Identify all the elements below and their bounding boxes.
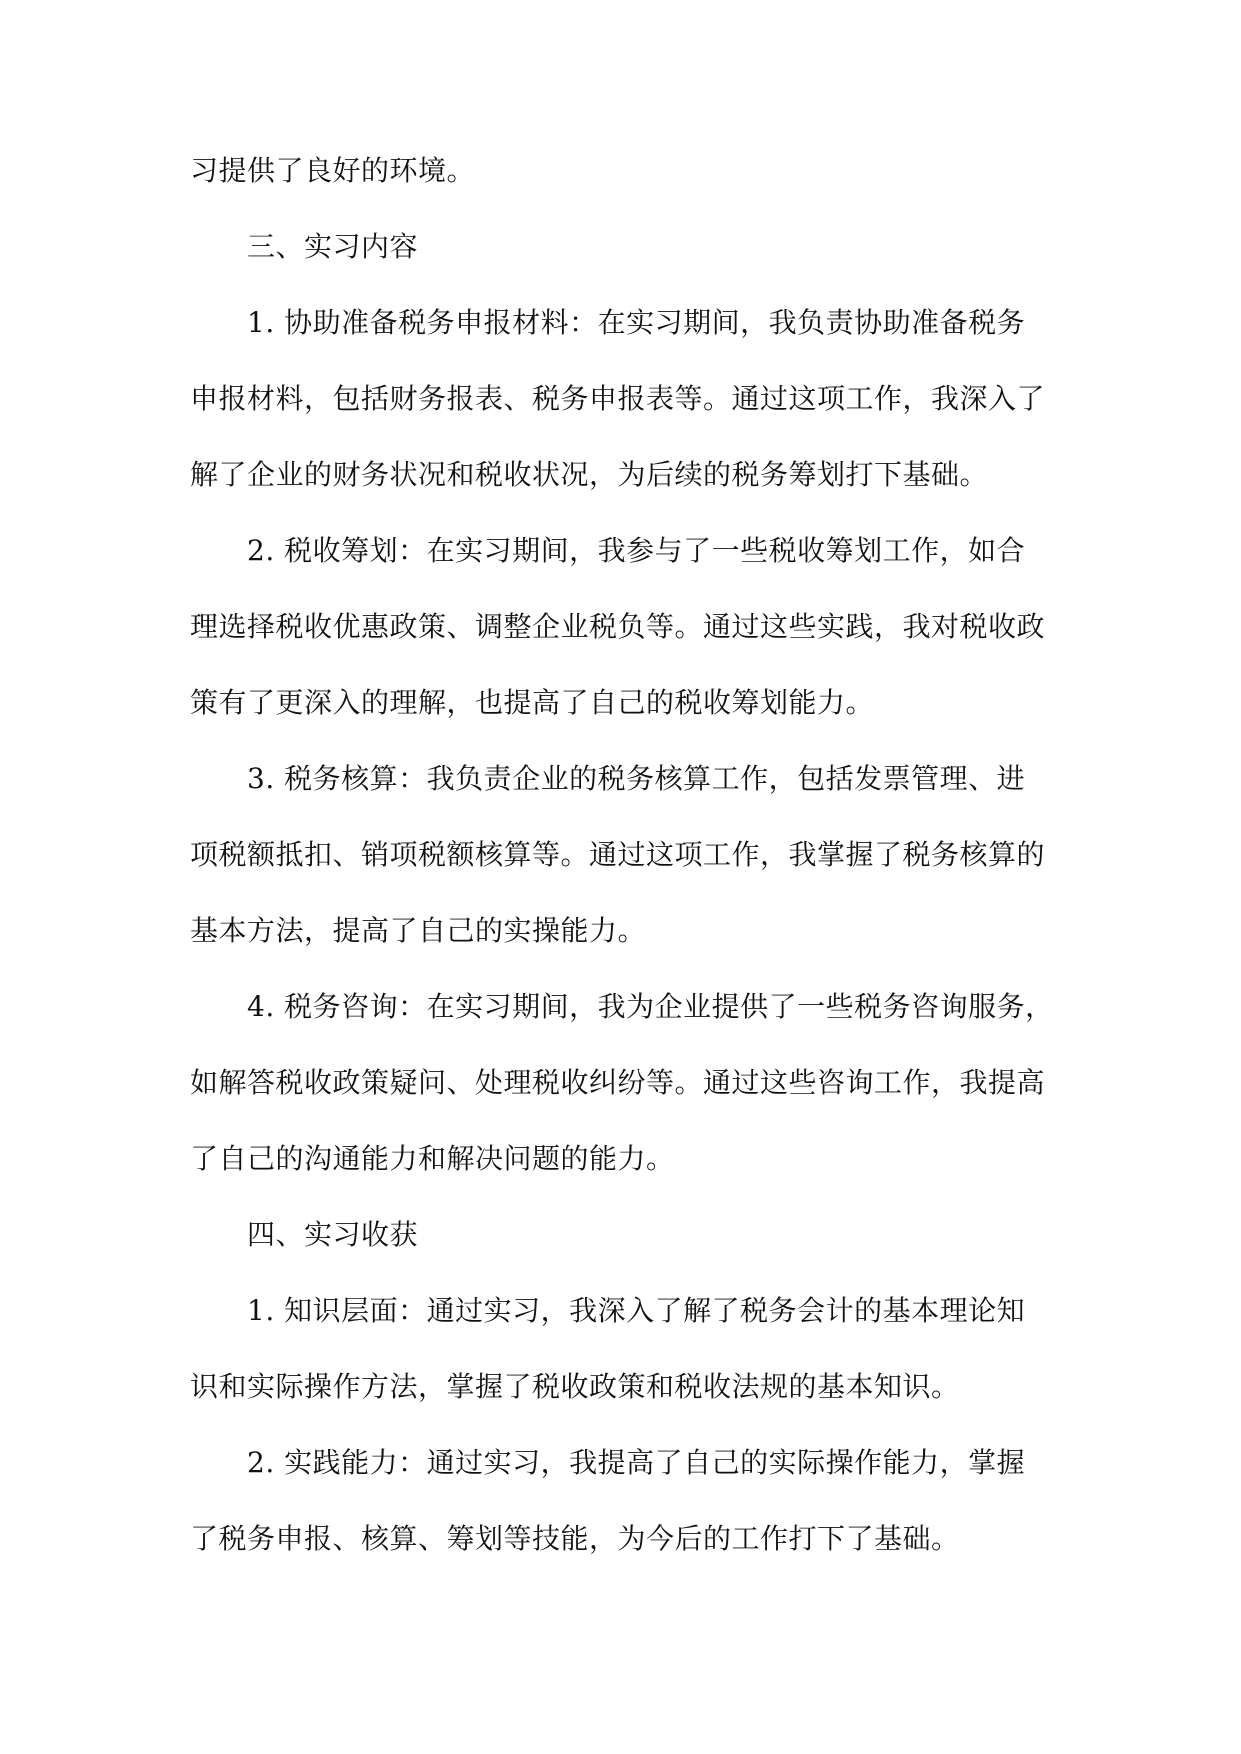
item-2-line-2: 理选择税收优惠政策、调整企业税负等。通过这些实践，我对税收政 xyxy=(190,610,1046,643)
item-4-line-3: 了自己的沟通能力和解决问题的能力。 xyxy=(190,1142,675,1175)
item-3-line-1: 3. 税务核算：我负责企业的税务核算工作，包括发票管理、进 xyxy=(247,762,1026,795)
item-4-line-2: 如解答税收政策疑问、处理税收纠纷等。通过这些咨询工作，我提高 xyxy=(190,1066,1046,1099)
gain-2-line-2: 了税务申报、核算、筹划等技能，为今后的工作打下了基础。 xyxy=(190,1522,960,1555)
gain-1-line-2: 识和实际操作方法，掌握了税收政策和税收法规的基本知识。 xyxy=(190,1370,960,1403)
item-1-line-2: 申报材料，包括财务报表、税务申报表等。通过这项工作，我深入了 xyxy=(190,382,1046,415)
gain-2-line-1: 2. 实践能力：通过实习，我提高了自己的实际操作能力，掌握 xyxy=(247,1446,1026,1479)
item-1-line-3: 解了企业的财务状况和税收状况，为后续的税务筹划打下基础。 xyxy=(190,458,989,491)
section-heading-internship-content: 三、实习内容 xyxy=(247,230,419,263)
paragraph-continuation-line: 习提供了良好的环境。 xyxy=(190,154,476,187)
section-heading-internship-gains: 四、实习收获 xyxy=(247,1218,419,1251)
item-1-line-1: 1. 协助准备税务申报材料：在实习期间，我负责协助准备税务 xyxy=(247,306,1026,339)
item-2-line-3: 策有了更深入的理解，也提高了自己的税收筹划能力。 xyxy=(190,686,875,719)
gain-1-line-1: 1. 知识层面：通过实习，我深入了解了税务会计的基本理论知 xyxy=(247,1294,1026,1327)
item-4-line-1: 4. 税务咨询：在实习期间，我为企业提供了一些税务咨询服务， xyxy=(247,990,1054,1023)
item-2-line-1: 2. 税收筹划：在实习期间，我参与了一些税收筹划工作，如合 xyxy=(247,534,1026,567)
item-3-line-2: 项税额抵扣、销项税额核算等。通过这项工作，我掌握了税务核算的 xyxy=(190,838,1046,871)
item-3-line-3: 基本方法，提高了自己的实操能力。 xyxy=(190,914,647,947)
